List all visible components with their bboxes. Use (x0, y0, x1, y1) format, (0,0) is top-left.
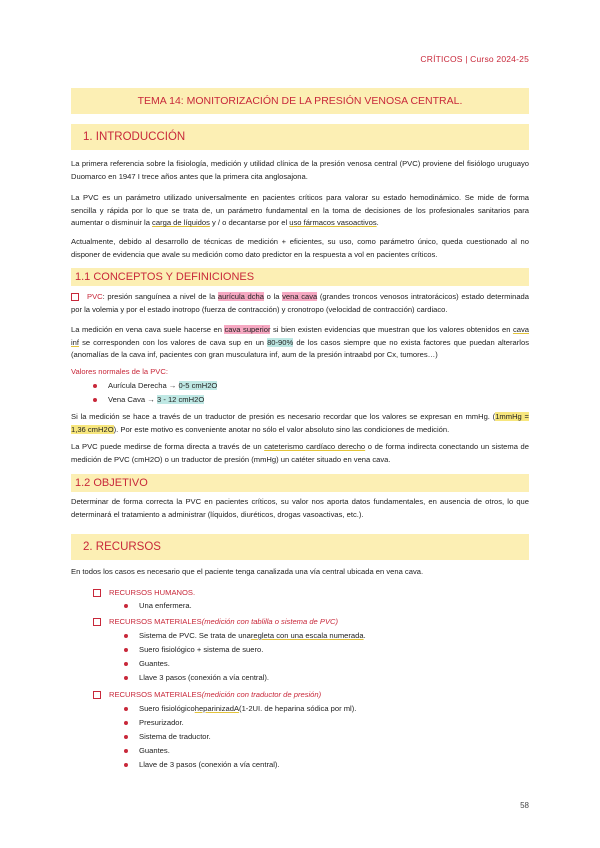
bullet-icon (124, 707, 128, 711)
medicion-paragraph: La medición en vena cava suele hacerse en cava superior si bien existen evidencias que muestran que los valores obtenidos en cava inf se corresponden con los valores de cava sup en un 80-90% de los casos siempre que no exista factores que puedan alterarlos (anomalías de la cava inf, pacientes con gran musculatura inf, aum de la presión intraabd por Cx, tumores…) (71, 325, 529, 360)
list-item: Llave de 3 pasos (conexión a vía central). (124, 760, 280, 769)
list-item: Sistema de traductor. (124, 732, 211, 741)
pvc-definition: PVC: presión sanguínea a nivel de la aurícula dcha o la vena cava (grandes troncos venosos intratorácicos) estado determinada por la volemia y por el estado inotropo (fuerza de contracción) y cronotropo (velocidad de contracción) cardiaco. (71, 292, 530, 314)
list-item: Presurizador. (124, 718, 184, 727)
highlight-cava-inf: cava inf (71, 325, 529, 347)
subsection-heading: 1.2 OBJETIVO (75, 477, 148, 489)
highlight-farmacos: uso fármacos vasoactivos (289, 218, 377, 228)
bullet-icon (124, 648, 128, 652)
list-item: Suero fisiológico + sistema de suero. (124, 645, 263, 654)
list-item: Sistema de PVC. Se trata de una regleta con una escala numerada . (124, 631, 366, 640)
intro-paragraph-2: La PVC es un parámetro utilizado universalmente en pacientes críticos para valorar su estado hemodinámico. Se mide de forma sencilla y rápida por lo que se trata de, un parámetro fundamental en la toma de decisiones de los profesionales sanitarios para aumentar o disminuir la carga de líquidos y / o decantarse por el uso fármacos vasoactivos. (71, 193, 529, 228)
highlight-auricula: aurícula dcha (217, 292, 264, 301)
checkbox-icon (93, 589, 101, 597)
subsection-objetivo (71, 474, 529, 492)
section-heading: 2. RECURSOS (83, 541, 161, 553)
highlight-heparinizada: heparinizadA (194, 704, 240, 713)
recursos-materiales-2: RECURSOS MATERIALES (medición con traductor de presión) (93, 690, 321, 699)
intro-paragraph-3: Actualmente, debido al desarrollo de técnicas de medición + eficientes, su uso, como parámetro único, queda cuestionado al no disponer de evidencia que avale su medición como dato predictor en la respuesta a vol en pacientes críticos. (71, 237, 529, 259)
highlight-cateterismo: cateterismo cardíaco derecho (264, 442, 366, 451)
list-item: Una enfermera. (124, 601, 192, 610)
objetivo-paragraph: Determinar de forma correcta la PVC en pacientes críticos, su valor nos aporta datos fundamentales, en ausencia de otros, lo que determinará el tratamiento a administrar (líquidos, diuréticos, drogas vasoactivas, etc.). (71, 497, 529, 519)
bullet-icon (124, 735, 128, 739)
page-number: 58 (520, 801, 529, 810)
recursos-materiales-1: RECURSOS MATERIALES (medición con tablilla o sistema de PVC) (93, 617, 338, 626)
traductor-paragraph: Si la medición se hace a través de un traductor de presión es necesario recordar que los valores se expresan en mmHg. (1mmHg = 1,36 cmH2O). Por este motivo es conveniente anotar no sólo el valor absoluto sino las condiciones de medición. (71, 412, 529, 434)
highlight-percent: 80-90% (267, 337, 294, 347)
list-item: Aurícula Derecha → 0-5 cmH2O (93, 381, 217, 390)
bullet-icon (124, 634, 128, 638)
bullet-icon (124, 763, 128, 767)
list-item: Llave 3 pasos (conexión a vía central). (124, 673, 269, 682)
section-heading: 1. INTRODUCCIÓN (83, 131, 186, 143)
section-recursos (71, 534, 529, 560)
bullet-icon (93, 384, 97, 388)
checkbox-icon (93, 618, 101, 626)
bullet-icon (124, 749, 128, 753)
course-header: CRÍTICOS | Curso 2024-25 (420, 54, 529, 64)
highlight-regleta: regleta con una escala numerada (250, 631, 364, 640)
bullet-icon (124, 676, 128, 680)
page-title: TEMA 14: MONITORIZACIÓN DE LA PRESIÓN VENOSA CENTRAL. (137, 95, 463, 107)
normal-values-label: Valores normales de la PVC: (71, 367, 168, 376)
bullet-icon (93, 398, 97, 402)
title-banner (71, 88, 529, 114)
list-item: Vena Cava → 3 - 12 cmH2O (93, 395, 204, 404)
subsection-conceptos (71, 268, 529, 286)
list-item: Guantes. (124, 746, 170, 755)
section-introduccion (71, 124, 529, 150)
bullet-icon (124, 721, 128, 725)
directa-paragraph: La PVC puede medirse de forma directa a través de un cateterismo cardíaco derecho o de forma indirecta conectando un sistema de medición de PVC (cmH2O) o un traductor de presión (mmHg) un catéter situado en vena cava. (71, 442, 529, 464)
checkbox-icon (71, 293, 79, 301)
subsection-heading: 1.1 CONCEPTOS Y DEFINICIONES (75, 271, 255, 283)
recursos-intro: En todos los casos es necesario que el paciente tenga canalizada una vía central ubicada en vena cava. (71, 567, 424, 576)
highlight-cava-superior: cava superior (224, 325, 271, 334)
list-item: Guantes. (124, 659, 170, 668)
bullet-icon (124, 604, 128, 608)
highlight-conversion: 1mmHg = 1,36 cmH2O (71, 412, 529, 434)
highlight-vena-cava: vena cava (282, 292, 318, 301)
bullet-icon (124, 662, 128, 666)
checkbox-icon (93, 691, 101, 699)
highlight-carga: carga de líquidos (152, 218, 210, 228)
list-item: Suero fisiológico heparinizadA (1-2UI. de heparina sódica por ml). (124, 704, 356, 713)
recursos-humanos-item: RECURSOS HUMANOS. (93, 588, 195, 597)
intro-paragraph-1: La primera referencia sobre la fisiología, medición y utilidad clínica de la presión venosa central (PVC) proviene del fisiólogo uruguayo Duomarco en 1947 I trece años antes que la primera cita anglosajona. (71, 159, 529, 181)
